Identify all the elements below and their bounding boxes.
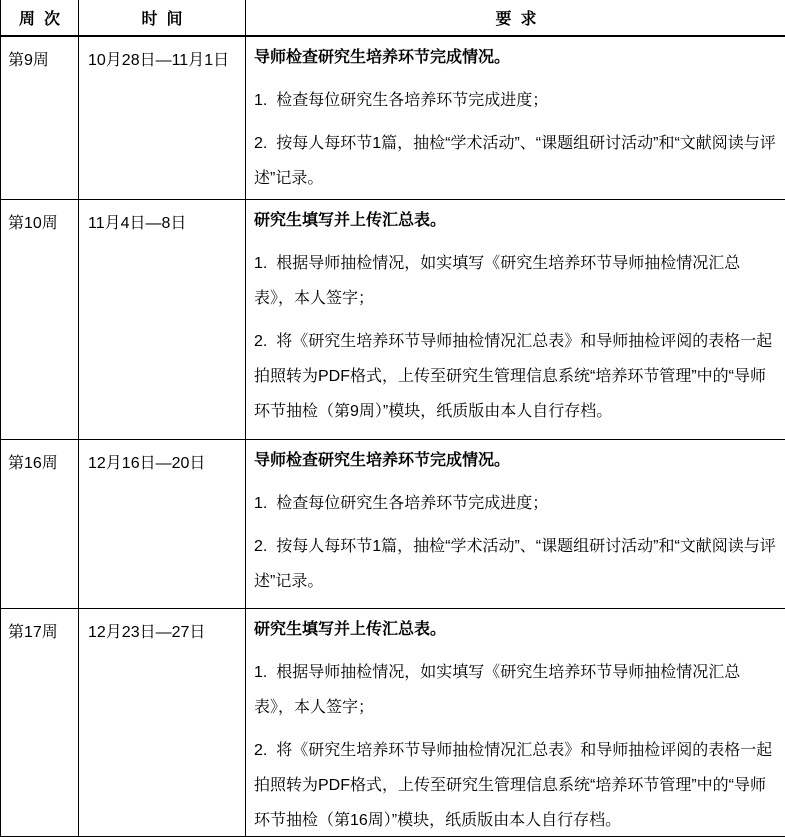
requirement-item-2: 2. 按每人每环节1篇，抽检“学术活动”、“课题组研讨活动”和“文献阅读与评述”记录。 — [254, 538, 776, 590]
requirement-item-2: 2. 按每人每环节1篇，抽检“学术活动”、“课题组研讨活动”和“文献阅读与评述”记录。 — [254, 135, 776, 187]
time-cell: 10月28日—11月1日 — [79, 37, 246, 199]
requirement-title: 研究生填写并上传汇总表。 — [254, 212, 447, 229]
week-cell: 第9周 — [1, 37, 79, 199]
header-cell-week — [1, 0, 79, 35]
table-row-week10 — [1, 200, 785, 440]
time-cell: 12月23日—27日 — [79, 609, 246, 836]
requirement-item-1: 1. 检查每位研究生各培养环节完成进度； — [254, 495, 549, 512]
requirement-title: 导师检查研究生培养环节完成情况。 — [254, 49, 511, 66]
requirement-item-1: 1. 根据导师抽检情况，如实填写《研究生培养环节导师抽检情况汇总表》，本人签字； — [254, 255, 741, 307]
header-week-label: 周次 — [18, 11, 69, 28]
time-cell: 12月16日—20日 — [79, 440, 246, 608]
requirement-item-2: 2. 将《研究生培养环节导师抽检情况汇总表》和导师抽检评阅的表格一起拍照转为PDF格式，上传至研究生管理信息系统“培养环节管理”中的“导师环节抽检（第16周）”模块，纸质版由本人自行存档。 — [254, 742, 773, 829]
requirement-item-1: 1. 检查每位研究生各培养环节完成进度； — [254, 92, 549, 109]
table-row-week9 — [1, 37, 785, 200]
time-cell: 11月4日—8日 — [79, 200, 246, 439]
week-cell: 第16周 — [1, 440, 79, 608]
requirement-item-2: 2. 将《研究生培养环节导师抽检情况汇总表》和导师抽检评阅的表格一起拍照转为PDF格式，上传至研究生管理信息系统“培养环节管理”中的“导师环节抽检（第9周）”模块，纸质版由本人自行存档。 — [254, 333, 773, 420]
requirements-cell — [246, 440, 785, 608]
week-cell: 第10周 — [1, 200, 79, 439]
requirements-cell — [246, 609, 785, 836]
header-cell-requirements — [246, 0, 785, 35]
requirement-title: 研究生填写并上传汇总表。 — [254, 621, 447, 638]
header-time-label: 时间 — [141, 11, 192, 28]
header-requirements-label: 要求 — [495, 11, 546, 28]
table-header-row — [1, 0, 785, 37]
week-cell: 第17周 — [1, 609, 79, 836]
table-row-week17 — [1, 609, 785, 837]
table-row-week16 — [1, 440, 785, 609]
requirement-item-1: 1. 根据导师抽检情况，如实填写《研究生培养环节导师抽检情况汇总表》，本人签字； — [254, 664, 741, 716]
requirements-cell — [246, 37, 785, 199]
header-cell-time — [79, 0, 246, 35]
requirements-cell — [246, 200, 785, 439]
requirement-title: 导师检查研究生培养环节完成情况。 — [254, 452, 511, 469]
